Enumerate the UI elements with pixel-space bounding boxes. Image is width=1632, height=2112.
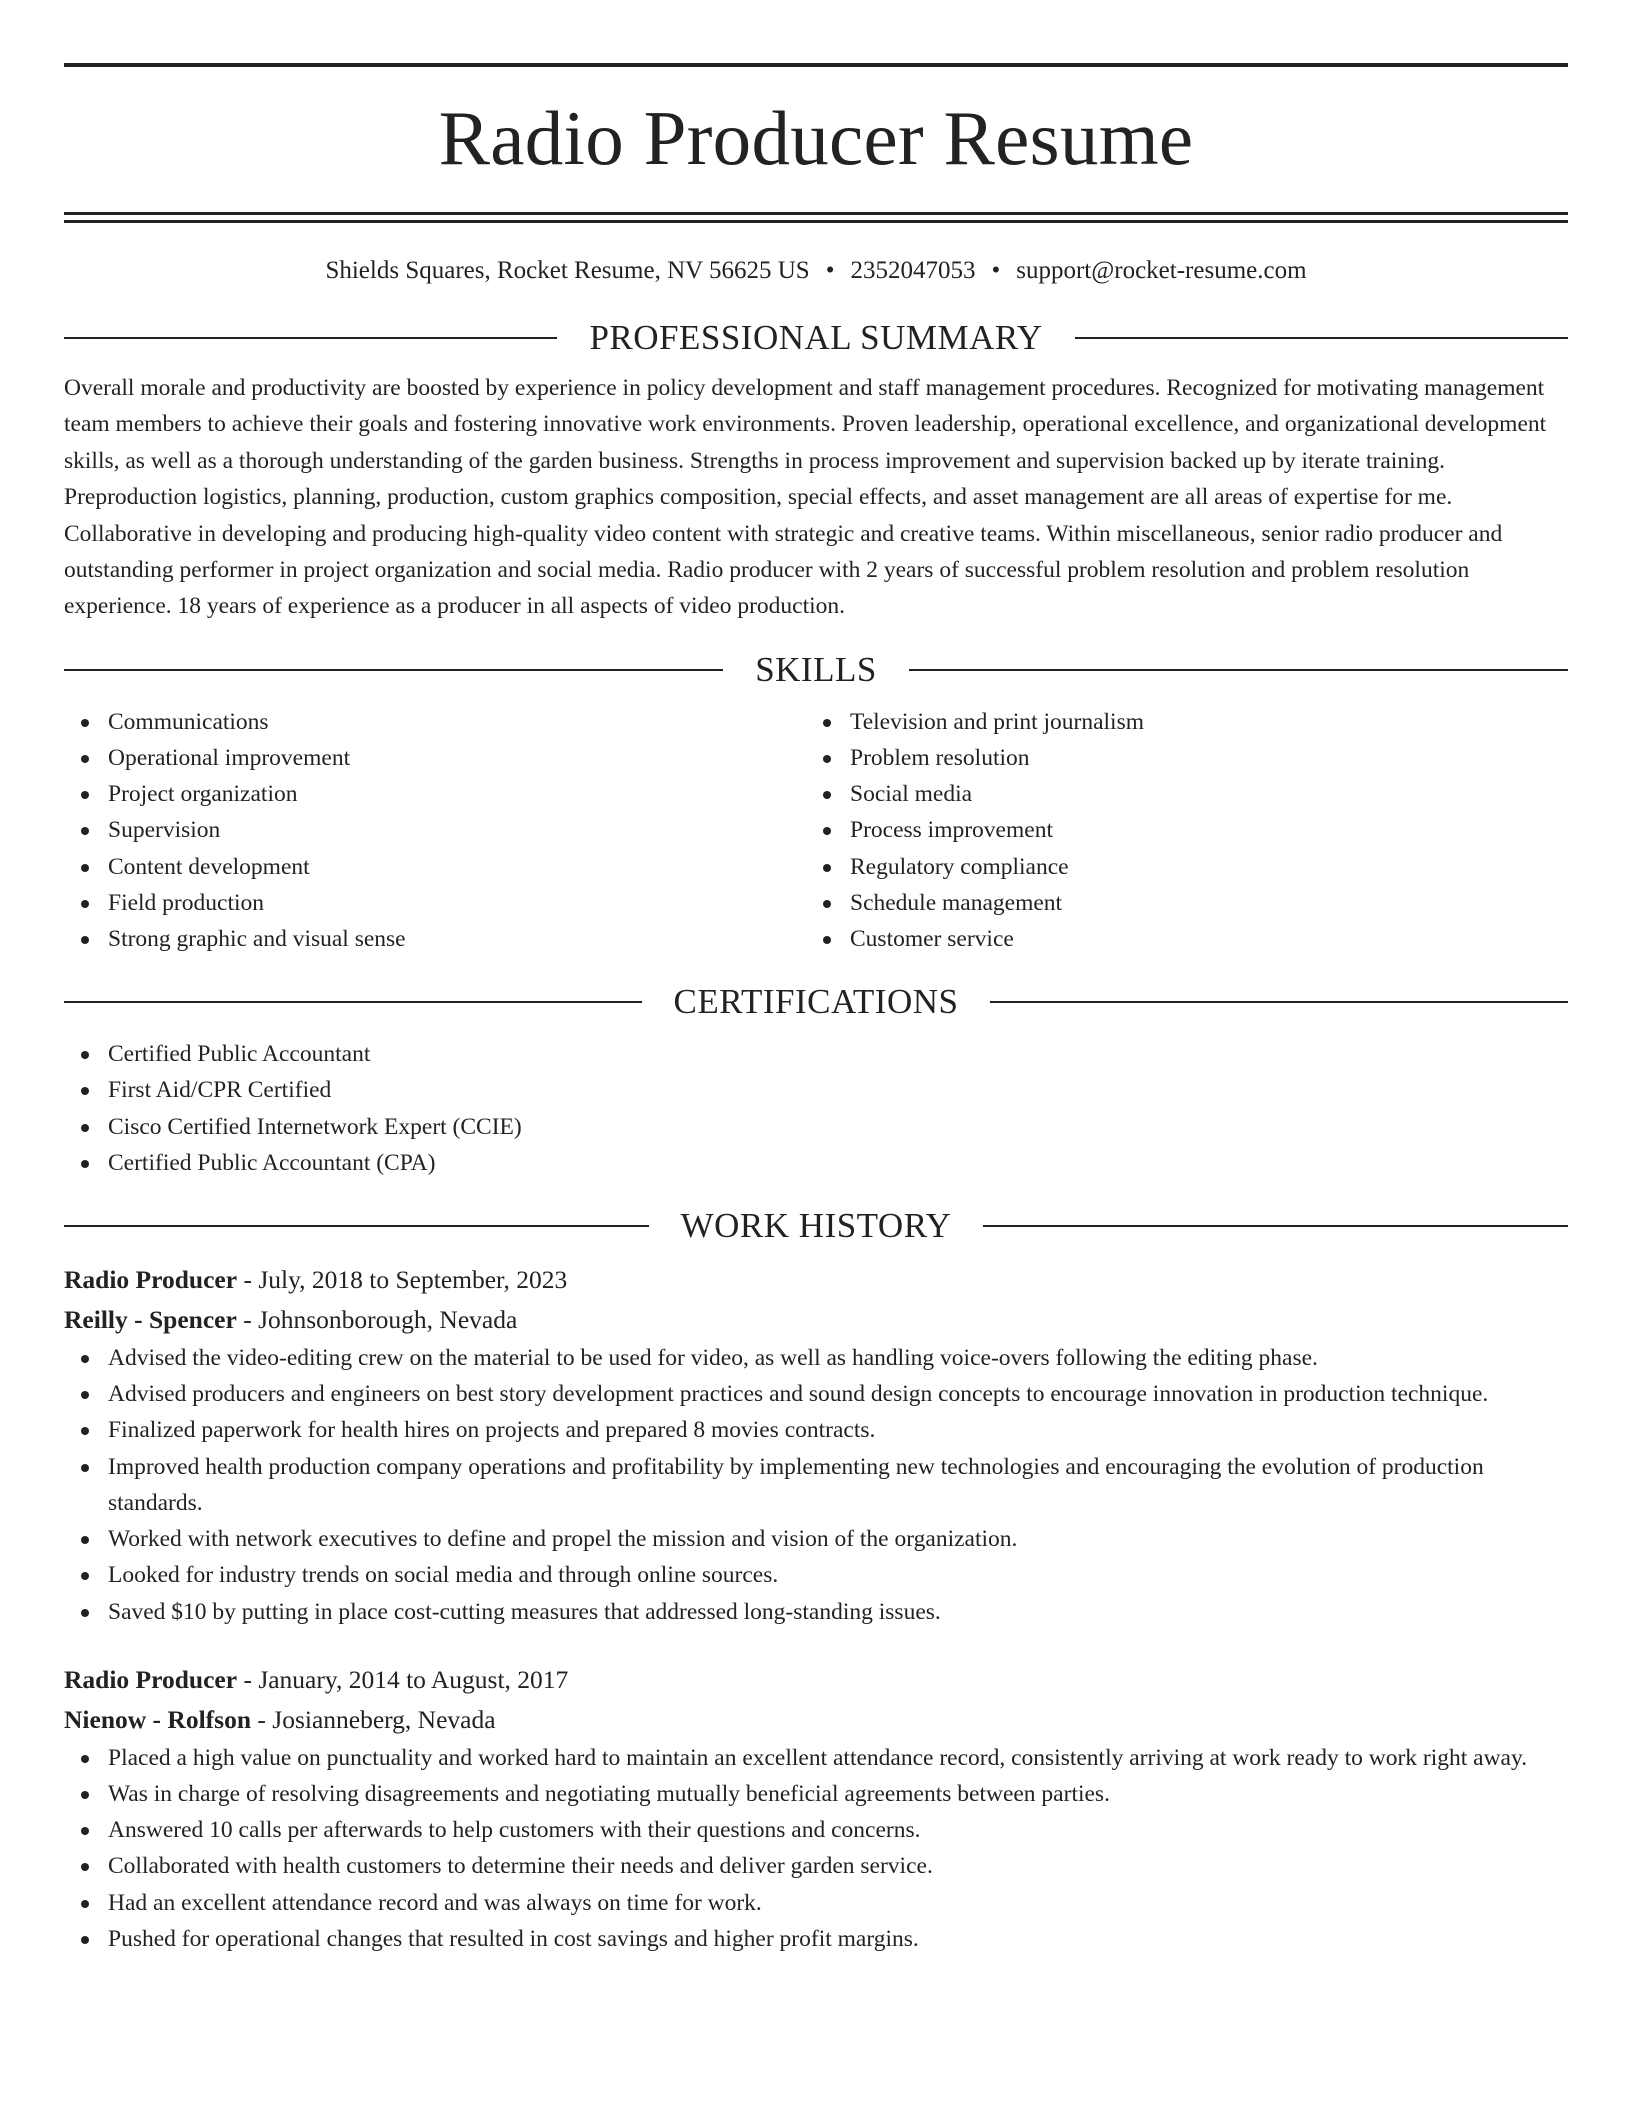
skill-item: Content development (64, 849, 806, 885)
skills-list (64, 704, 1568, 957)
job-bullet: Finalized paperwork for health hires on projects and prepared 8 movies contracts. (64, 1412, 1568, 1448)
resume-title: Radio Producer Resume (438, 95, 1194, 181)
job-company-line: Reilly - Spencer - Johnsonborough, Nevada (64, 1305, 518, 1335)
job-location: Johnsonborough, Nevada (258, 1305, 518, 1335)
job-bullet: Looked for industry trends on social media and through online sources. (64, 1557, 1568, 1593)
summary-section-heading (64, 316, 1568, 360)
heading-rule (64, 337, 557, 339)
job-bullet: Answered 10 calls per afterwards to help customers with their questions and concerns. (64, 1812, 1568, 1848)
skill-item: Customer service (806, 921, 1548, 957)
heading-rule (983, 1225, 1568, 1227)
job-bullet: Advised producers and engineers on best story development practices and sound design concepts to encourage innovation in production technique. (64, 1376, 1568, 1412)
skills-section-heading (64, 648, 1568, 692)
job-title: Radio Producer (64, 1265, 238, 1295)
job-bullet: Was in charge of resolving disagreements and negotiating mutually beneficial agreements between parties. (64, 1776, 1568, 1812)
certifications-heading: CERTIFICATIONS (673, 982, 959, 1022)
skill-item: Process improvement (806, 812, 1548, 848)
job-entry (64, 1260, 1568, 1630)
job-location: Josianneberg, Nevada (272, 1704, 496, 1734)
job-bullet: Improved health production company operations and profitability by implementing new technologies and encouraging the evolution of production standards. (64, 1449, 1568, 1521)
contact-address: Shields Squares, Rocket Resume, NV 56625 US (325, 257, 810, 284)
job-title-line: Radio Producer - January, 2014 to August, 2017 (64, 1664, 569, 1694)
job-bullet: Placed a high value on punctuality and worked hard to maintain an excellent attendance record, consistently arriving at work ready to work right away. (64, 1740, 1568, 1776)
contact-separator: • (825, 257, 835, 284)
certification-item: Certified Public Accountant (CPA) (64, 1145, 1568, 1181)
heading-rule (64, 1001, 642, 1003)
job-dates: January, 2014 to August, 2017 (258, 1664, 569, 1694)
summary-text: Overall morale and productivity are boosted by experience in policy development and staff management procedures. Recognized for motivating management team members to achieve their goals and fostering innovative work environments. Proven leadership, operational excellence, and organizational development skills, as well as a thorough understanding of the garden business. Strengths in process improvement and supervision backed up by iterate training. Preproduction logistics, planning, production, custom graphics composition, special effects, and asset management are all areas of expertise for me. Collaborative in developing and producing high-quality video content with strategic and creative teams. Within miscellaneous, senior radio producer and outstanding performer in project organization and social media. Radio producer with 2 years of successful problem resolution and problem resolution experience. 18 years of experience as a producer in all aspects of video production. (64, 375, 1547, 620)
skill-item: Problem resolution (806, 740, 1548, 776)
resume-page (64, 0, 1568, 1957)
certifications-list (64, 1036, 1568, 1181)
skill-item: Operational improvement (64, 740, 806, 776)
heading-rule (64, 669, 723, 671)
job-bullets (64, 1740, 1568, 1957)
contact-email: support@rocket-resume.com (1016, 257, 1307, 284)
skill-item: Regulatory compliance (806, 849, 1548, 885)
certification-item: First Aid/CPR Certified (64, 1072, 1568, 1108)
job-dates: July, 2018 to September, 2023 (258, 1265, 568, 1295)
job-bullet: Saved $10 by putting in place cost-cutting measures that addressed long-standing issues. (64, 1594, 1568, 1630)
top-rule (64, 63, 1568, 67)
certification-item: Certified Public Accountant (64, 1036, 1568, 1072)
job-bullets (64, 1340, 1568, 1630)
heading-rule (1075, 337, 1568, 339)
job-bullet: Collaborated with health customers to determine their needs and deliver garden service. (64, 1848, 1568, 1884)
heading-rule (909, 669, 1568, 671)
job-bullet: Advised the video-editing crew on the material to be used for video, as well as handling voice-overs following the editing phase. (64, 1340, 1568, 1376)
work-heading: WORK HISTORY (680, 1206, 952, 1246)
job-company: Nienow - Rolfson (64, 1704, 252, 1734)
skills-right-column (806, 704, 1548, 957)
skill-item: Strong graphic and visual sense (64, 921, 806, 957)
heading-rule (990, 1001, 1568, 1003)
skill-item: Television and print journalism (806, 704, 1548, 740)
heading-rule (64, 1225, 649, 1227)
work-section-heading (64, 1204, 1568, 1248)
skill-item: Project organization (64, 776, 806, 812)
contact-line (64, 253, 1568, 289)
title-double-rule (64, 212, 1568, 223)
job-entry (64, 1660, 1568, 1957)
job-bullet: Pushed for operational changes that resulted in cost savings and higher profit margins. (64, 1921, 1568, 1957)
skill-item: Field production (64, 885, 806, 921)
certifications-section-heading (64, 980, 1568, 1024)
skill-item: Communications (64, 704, 806, 740)
job-title: Radio Producer (64, 1664, 238, 1694)
skill-item: Schedule management (806, 885, 1548, 921)
skills-left-column (64, 704, 806, 957)
skill-item: Supervision (64, 812, 806, 848)
skill-item: Social media (806, 776, 1548, 812)
job-company: Reilly - Spencer (64, 1305, 237, 1335)
job-bullet: Worked with network executives to define and propel the mission and vision of the organization. (64, 1521, 1568, 1557)
summary-heading: PROFESSIONAL SUMMARY (589, 318, 1043, 357)
job-company-line: Nienow - Rolfson - Josianneberg, Nevada (64, 1704, 496, 1734)
certification-item: Cisco Certified Internetwork Expert (CCIE) (64, 1109, 1568, 1145)
job-title-line: Radio Producer - July, 2018 to September, 2023 (64, 1265, 568, 1295)
skills-heading: SKILLS (755, 649, 877, 689)
contact-separator: • (991, 257, 1001, 284)
contact-phone: 2352047053 (850, 257, 976, 284)
job-bullet: Had an excellent attendance record and was always on time for work. (64, 1885, 1568, 1921)
